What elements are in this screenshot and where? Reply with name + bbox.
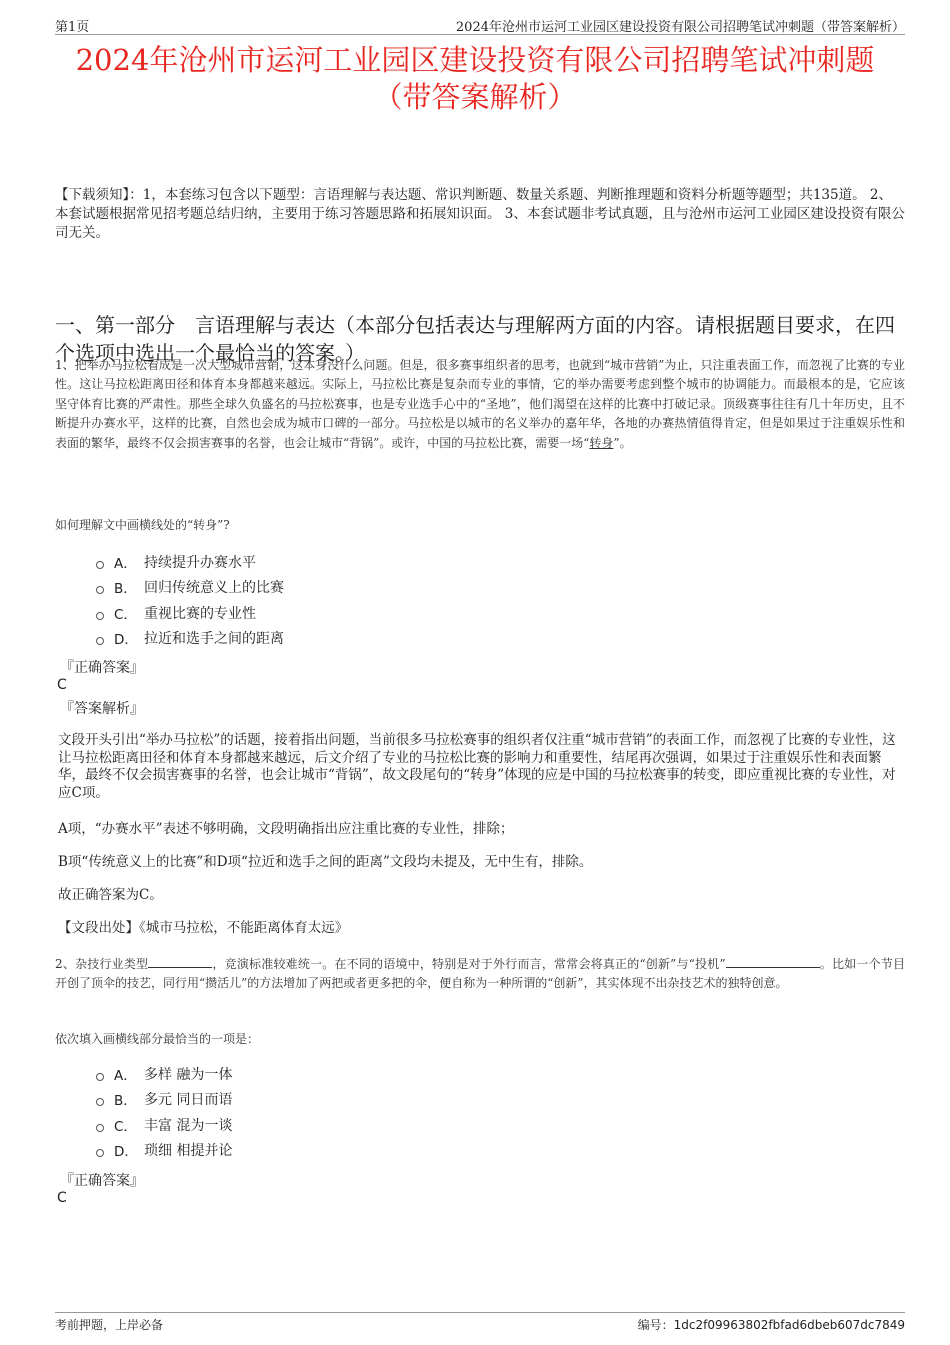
radio-icon[interactable] bbox=[96, 612, 104, 620]
page-header bbox=[55, 14, 905, 35]
q1-analysis-paragraph: B项“传统意义上的比赛”和D项“拉近和选手之间的距离”文段均未提及，无中生有，排除。 bbox=[58, 854, 593, 870]
header-doc-title: 2024年沧州市运河工业园区建设投资有限公司招聘笔试冲刺题（带答案解析） bbox=[455, 20, 905, 35]
fill-blank-2 bbox=[726, 955, 820, 968]
q1-text-after: ”。 bbox=[613, 435, 632, 450]
q2-option-c[interactable]: C． 丰富 混为一谈 bbox=[96, 1112, 232, 1138]
q1-analysis-paragraph: A项，“办赛水平”表述不够明确，文段明确指出应注重比赛的专业性，排除； bbox=[58, 821, 514, 837]
radio-icon[interactable] bbox=[96, 1098, 104, 1106]
document-title bbox=[40, 42, 910, 116]
q1-option-b[interactable]: B． 回归传统意义上的比赛 bbox=[96, 575, 284, 601]
q1-analysis-paragraph: 文段开头引出“举办马拉松”的话题，接着指出问题，当前很多马拉松赛事的组织者仅注重“城市营销”的表面工作，而忽视了比赛的专业性，这让马拉松距离田径和体育本身都越来越远，后文介绍了专业的马拉松比赛的影响力和重要性，结尾再次强调，如果过于注重娱乐性和表面繁华，最终不仅会损害赛事的名誉，也会让城市“背锅”，故文段尾句的“转身”体现的应是中国的马拉松赛事的转变，即应重视比赛的专业性，对应C项。 bbox=[58, 732, 896, 801]
q1-option-a[interactable]: A． 持续提升办赛水平 bbox=[96, 549, 284, 575]
q1-option-d[interactable]: D． 拉近和选手之间的距离 bbox=[96, 626, 284, 652]
page-number: 第1页 bbox=[55, 20, 90, 35]
question-2-text: 2、杂技行业类型 ，竞演标准较难统一。在不同的语境中，特别是对于外行而言，常常会将真正的“创新”与“投机” 。比如一个节目开创了顶伞的技艺，同行用“攒活儿”的方法增加了两把或者更多把的伞，便自称为一种所谓的“创新”，其实体现不出杂技艺术的独特创意。 bbox=[55, 957, 905, 991]
page-footer bbox=[55, 1312, 905, 1333]
q2-option-b[interactable]: B． 多元 同日而语 bbox=[96, 1087, 232, 1113]
q1-underlined-word: 转身 bbox=[589, 435, 614, 450]
question-1-text bbox=[55, 356, 905, 453]
q1-answer: C bbox=[57, 677, 67, 693]
footer-code: 编号：1dc2f09963802fbfad6dbeb607dc7849 bbox=[637, 1318, 905, 1332]
q2-option-d[interactable]: D． 琐细 相提并论 bbox=[96, 1138, 232, 1164]
radio-icon[interactable] bbox=[96, 1073, 104, 1081]
document-title-line1: 2024年沧州市运河工业园区建设投资有限公司招聘笔试冲刺题 bbox=[75, 43, 875, 77]
document-title-line2: （带答案解析） bbox=[373, 80, 577, 114]
fill-blank-1 bbox=[148, 955, 212, 968]
q1-analysis-label: 『答案解析』 bbox=[60, 701, 144, 717]
q2-answer-label: 『正确答案』 bbox=[60, 1173, 144, 1189]
radio-icon[interactable] bbox=[96, 561, 104, 569]
q2-answer: C bbox=[57, 1190, 67, 1206]
q1-text-before: 1、把举办马拉松看成是一次大型城市营销，这本身没什么问题。但是，很多赛事组织者的思考，也就到“城市营销”为止，只注重表面工作，而忽视了比赛的专业性。这让马拉松距离田径和体育本身都越来越远。实际上，马拉松比赛是复杂而专业的事情，它的举办需要考虑到整个城市的协调能力。而最根本的是，它应该坚守体育比赛的严肃性。那些全球久负盛名的马拉松赛事，也是专业选手心中的“圣地”，他们渴望在这样的比赛中打破记录。顶级赛事往往有几十年历史，且不断提升办赛水平，这样的比赛，自然也会成为城市口碑的一部分。马拉松是以城市的名义举办的嘉年华，各地的办赛热情值得肯定，但是如果过于注重娱乐性和表面的繁华，最终不仅会损害赛事的名誉，也会让城市“背锅”。或许，中国的马拉松比赛，需要一场“ bbox=[55, 358, 905, 450]
q1-source: 【文段出处】《城市马拉松，不能距离体育太远》 bbox=[58, 920, 349, 936]
q1-option-c[interactable]: C． 重视比赛的专业性 bbox=[96, 600, 284, 626]
download-notice: 【下载须知】：1，本套练习包含以下题型：言语理解与表达题、常识判断题、数量关系题、判断推理题和资料分析题等题型；共135道。 2、本套试题根据常见招考题总结归纳，主要用于练习答题思路和拓展知识面。 3、本套试题非考试真题，且与沧州市运河工业园区建设投资有限公司无关。 bbox=[55, 187, 905, 241]
radio-icon[interactable] bbox=[96, 1124, 104, 1132]
question-2-prompt: 依次填入画横线部分最恰当的一项是： bbox=[55, 1032, 260, 1046]
radio-icon[interactable] bbox=[96, 637, 104, 645]
radio-icon[interactable] bbox=[96, 586, 104, 594]
q1-analysis-paragraph: 故正确答案为C。 bbox=[58, 887, 163, 903]
q2-option-a[interactable]: A． 多样 融为一体 bbox=[96, 1061, 232, 1087]
section-heading: 一、第一部分 言语理解与表达（本部分包括表达与理解两方面的内容。请根据题目要求，在四个选项中选出一个最恰当的答案。） bbox=[55, 313, 895, 365]
question-1-options bbox=[96, 549, 284, 651]
question-1-prompt: 如何理解文中画横线处的“转身”? bbox=[55, 518, 230, 532]
radio-icon[interactable] bbox=[96, 1149, 104, 1157]
question-2-options bbox=[96, 1061, 232, 1163]
footer-slogan: 考前押题，上岸必备 bbox=[55, 1318, 164, 1332]
q1-answer-label: 『正确答案』 bbox=[60, 660, 144, 676]
